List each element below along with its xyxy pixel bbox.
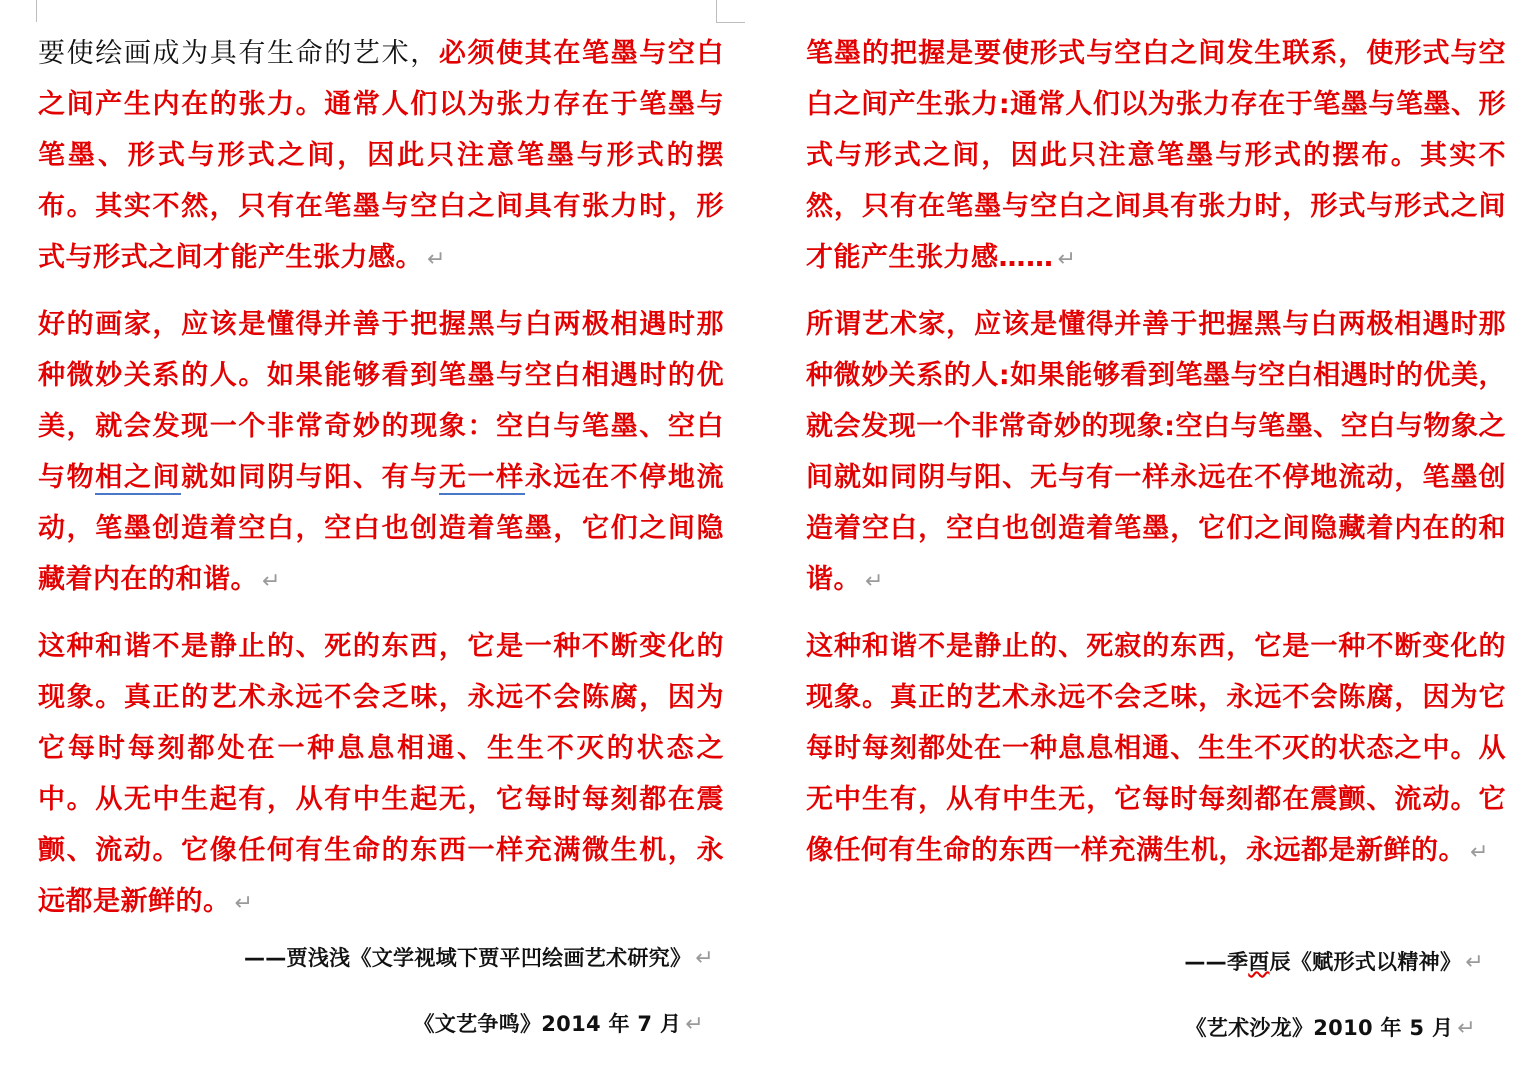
right-source-text-c: 辰《赋形式以精神》	[1269, 950, 1462, 974]
paragraph-mark-icon: ↵	[1470, 840, 1489, 865]
right-journal-text: 《艺术沙龙》2010 年 5 月	[1185, 1016, 1454, 1040]
paragraph-mark-icon: ↵	[1465, 950, 1484, 975]
right-source-journal	[1185, 1012, 1476, 1042]
paragraph-mark-icon: ↵	[695, 946, 714, 971]
right-p1-text: 笔墨的把握是要使形式与空白之间发生联系，使形式与空白之间产生张力:通常人们以为张力存在于笔墨与笔墨、形式与形式之间，因此只注意笔墨与形式的摆布。其实不然，只有在笔墨与空白之间具有张力时，形式与形式之间才能产生张力感……	[806, 38, 1506, 273]
left-p3-text: 这种和谐不是静止的、死的东西，它是一种不断变化的现象。真正的艺术永远不会乏味，永远不会陈腐，因为它每时每刻都处在一种息息相通、生生不灭的状态之中。从无中生起有，从有中生起无，它每时每刻都在震颤、流动。它像任何有生命的东西一样充满微生机，永远都是新鲜的。	[38, 631, 724, 917]
left-paragraph-1	[38, 28, 724, 285]
right-paragraph-1	[806, 28, 1506, 285]
left-p2-text-b: 就如同阴与阳、有与	[181, 462, 439, 493]
right-source-citation	[1184, 946, 1484, 976]
left-p1-red-text: 必须使其在笔墨与空白之间产生内在的张力。通常人们以为张力存在于笔墨与笔墨、形式与形式之间，因此只注意笔墨与形式的摆布。其实不然，只有在笔墨与空白之间具有张力时，形式与形式之间才能产生张力感。	[38, 38, 725, 273]
crop-mark-top-right	[716, 0, 745, 23]
right-p3-text: 这种和谐不是静止的、死寂的东西，它是一种不断变化的现象。真正的艺术永远不会乏味，永远不会陈腐，因为它每时每刻都处在一种息息相通、生生不灭的状态之中。从无中生有，从有中生无，它每时每刻都在震颤、流动。它像任何有生命的东西一样充满生机，永远都是新鲜的。	[806, 631, 1506, 866]
paragraph-mark-icon: ↵	[1457, 1016, 1476, 1041]
left-paragraph-2	[38, 299, 724, 607]
right-source-text-a: ——季	[1184, 950, 1249, 974]
left-p2-underlined-1: 相之间	[95, 462, 182, 493]
left-p2-text-c: 永远在不停地流动，笔墨创造着空白，空白也创造着笔墨，它们之间隐藏着内在的和谐。	[38, 462, 725, 595]
left-p1-black-text: 要使绘画成为具有生命的艺术，	[38, 38, 439, 69]
paragraph-mark-icon: ↵	[865, 569, 884, 594]
paragraph-mark-icon: ↵	[1057, 247, 1077, 272]
left-p2-text-a: 好的画家，应该是懂得并善于把握黑与白两极相遇时那种微妙关系的人。如果能够看到笔墨与空白相遇时的优美，就会发现一个非常奇妙的现象：空白与笔墨、空白与物	[38, 309, 724, 493]
right-paragraph-2	[806, 299, 1506, 607]
paragraph-mark-icon: ↵	[685, 1012, 704, 1037]
left-source-journal	[413, 1008, 704, 1038]
left-source-citation	[244, 942, 714, 972]
paragraph-mark-icon: ↵	[234, 891, 254, 916]
paragraph-mark-icon: ↵	[262, 569, 281, 594]
right-paragraph-3	[806, 621, 1506, 878]
right-source-text-spellcheck: 酉	[1248, 950, 1270, 974]
left-journal-text: 《文艺争鸣》2014 年 7 月	[413, 1012, 682, 1036]
left-source-text: ——贾浅浅《文学视域下贾平凹绘画艺术研究》	[243, 946, 692, 970]
left-paragraph-3	[38, 621, 724, 929]
right-p2-text: 所谓艺术家，应该是懂得并善于把握黑与白两极相遇时那种微妙关系的人:如果能够看到笔墨与空白相遇时的优美，就会发现一个非常奇妙的现象:空白与笔墨、空白与物象之间就如同阴与阳、无与有一样永远在不停地流动，笔墨创造着空白，空白也创造着笔墨，它们之间隐藏着内在的和谐。	[806, 309, 1506, 595]
paragraph-mark-icon: ↵	[427, 247, 446, 272]
right-column	[806, 28, 1506, 892]
left-column	[38, 28, 724, 943]
left-p2-underlined-2: 无一样	[438, 462, 525, 493]
crop-mark-top-left	[0, 0, 37, 22]
